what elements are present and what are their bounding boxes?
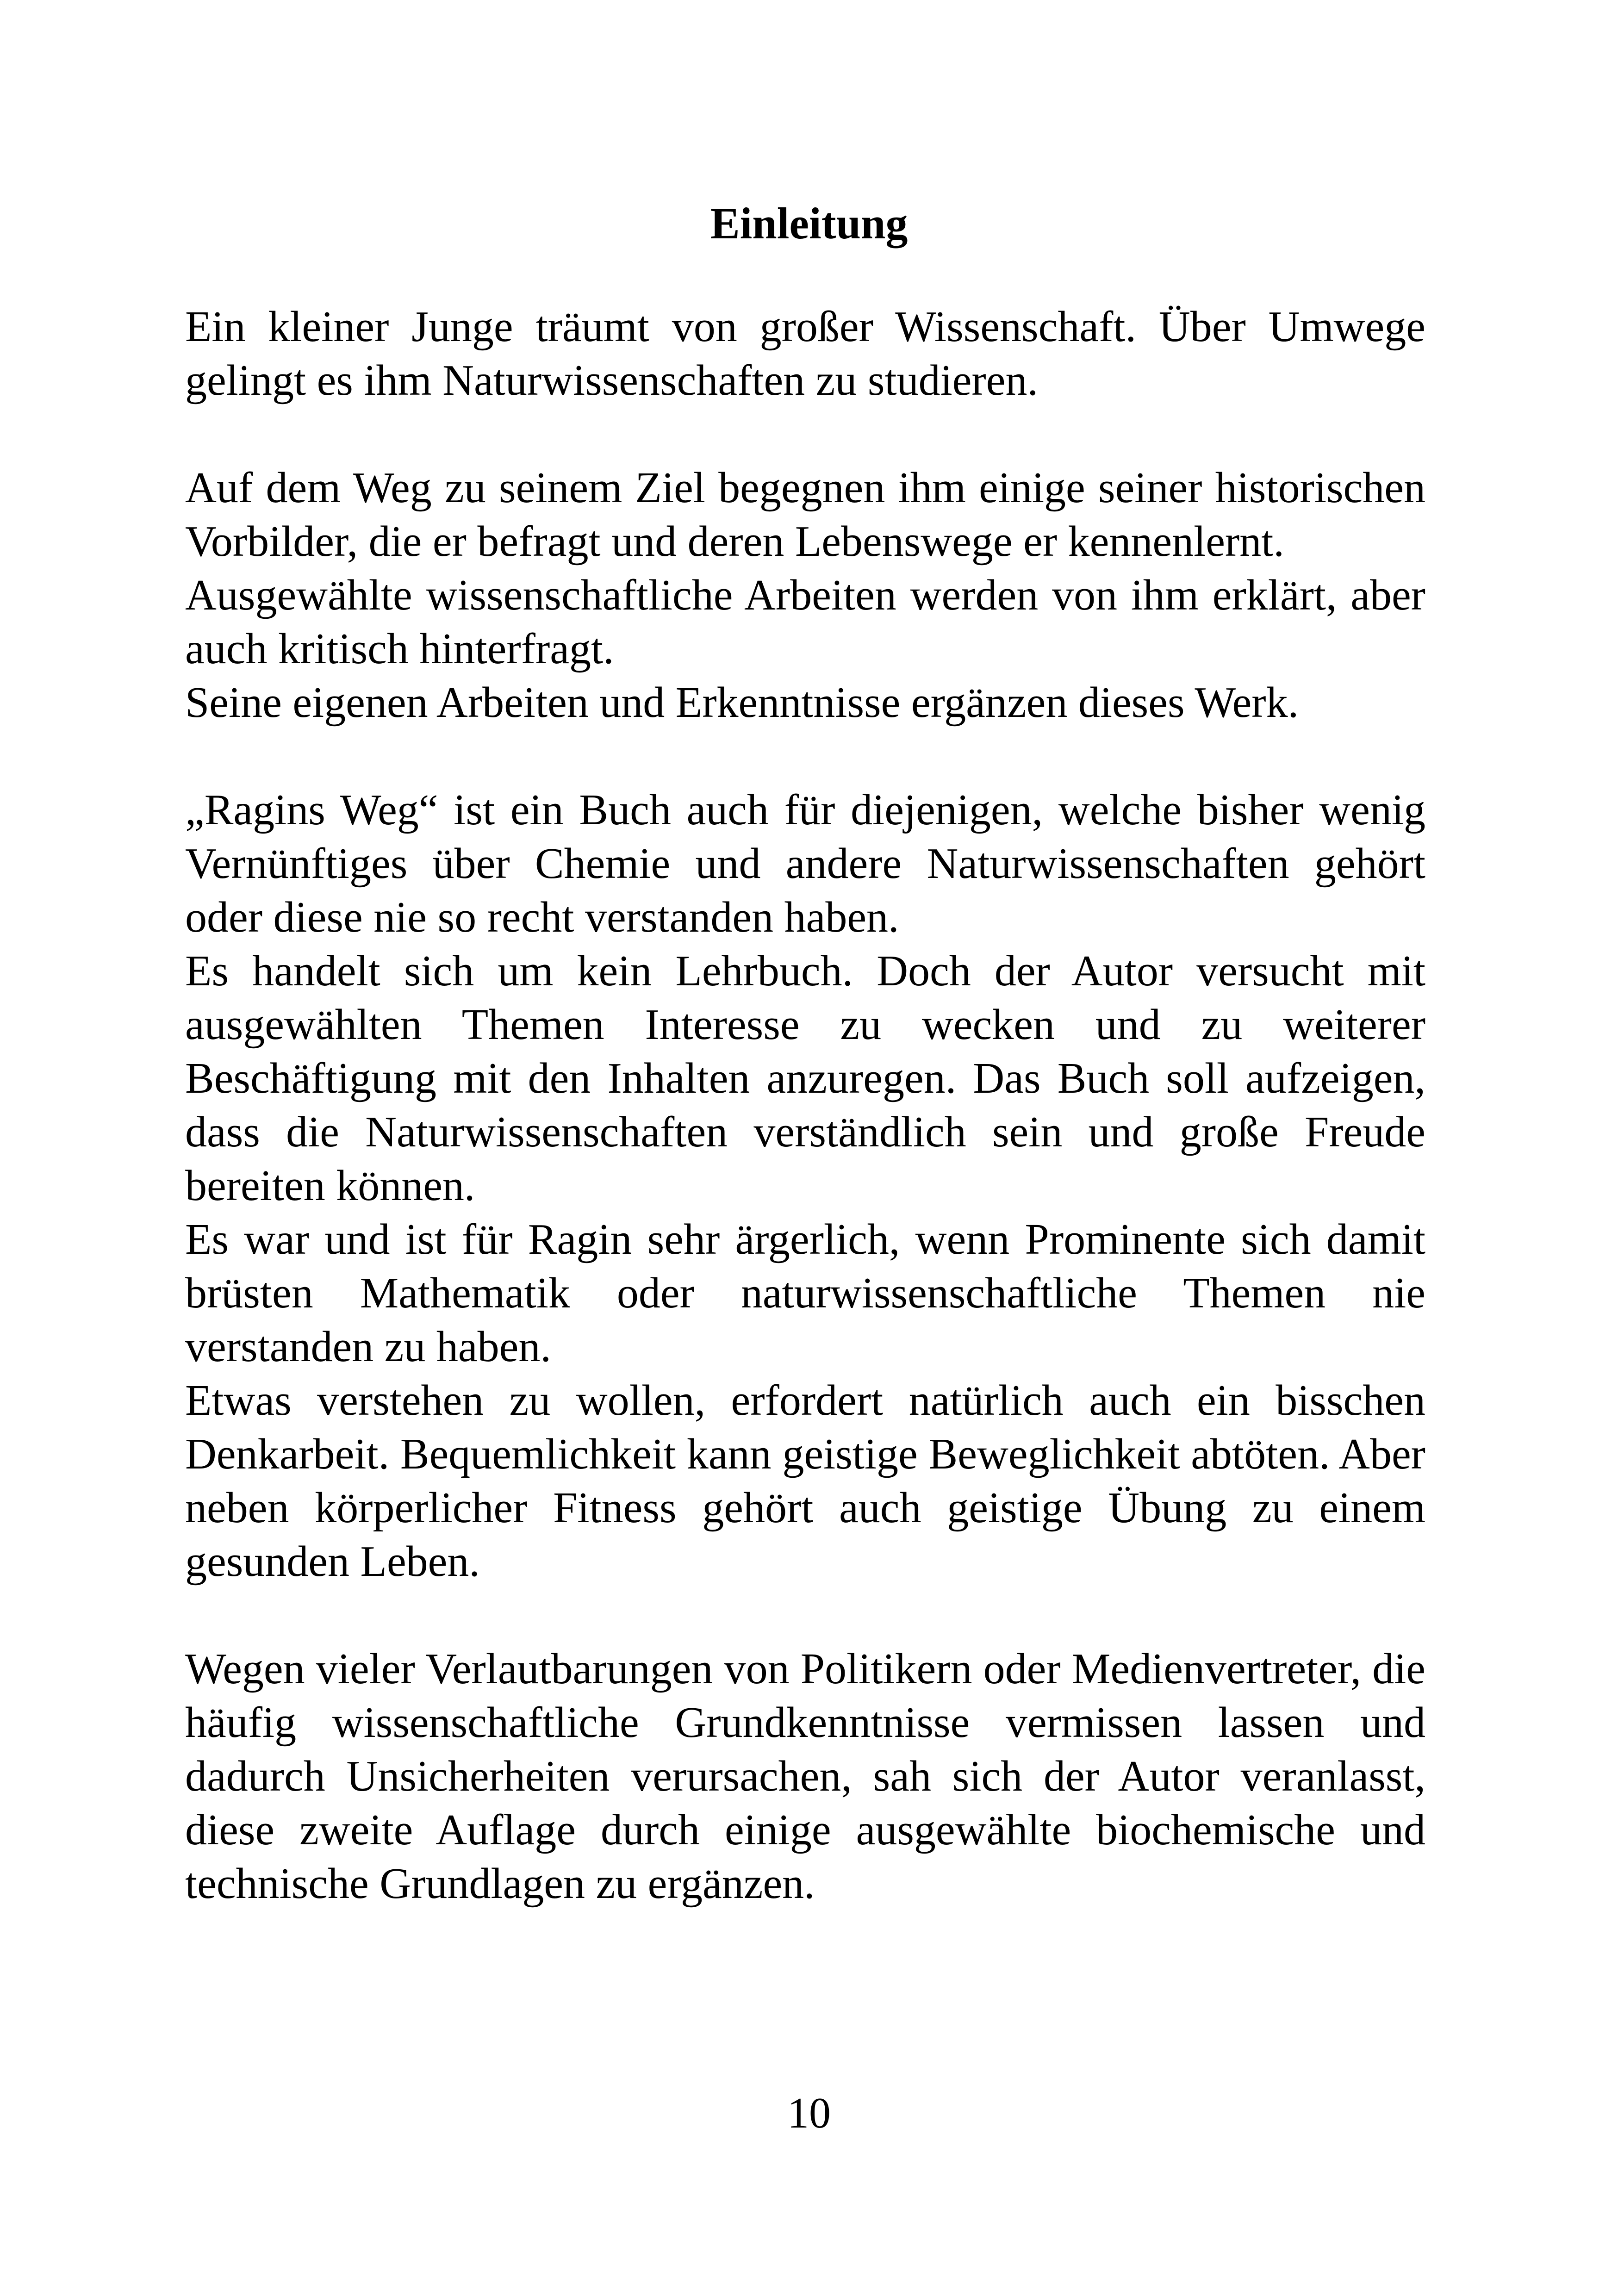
paragraph-intro: Ein kleiner Junge träumt von großer Wissenschaft. Über Umwege gelingt es ihm Naturwissenschaften zu studieren. [185, 303, 1425, 404]
paragraph-thinking: Etwas verstehen zu wollen, erfordert natürlich auch ein bisschen Denkarbeit. Bequemlichkeit kann geistige Beweglichkeit abtöten. Aber neben körperlicher Fitness gehört auch geistige Übung zu einem gesunden Leben. [185, 1376, 1425, 1586]
page-title: Einleitung [710, 199, 908, 248]
page-number: 10 [787, 2089, 831, 2137]
body-text [185, 300, 1425, 1910]
paragraph-audience: „Ragins Weg“ ist ein Buch auch für diejenigen, welche bisher wenig Vernünftiges über Chemie und andere Naturwissenschaften gehört oder diese nie so recht verstanden haben. [185, 786, 1425, 941]
paragraph-journey: Auf dem Weg zu seinem Ziel begegnen ihm einige seiner historischen Vorbilder, die er befragt und deren Lebenswege er kennenlernt. [185, 464, 1425, 566]
paragraph-no-textbook: Es handelt sich um kein Lehrbuch. Doch der Autor versucht mit ausgewählten Themen Interesse zu wecken und zu weiterer Beschäftigung mit den Inhalten anzuregen. Das Buch soll aufzeigen, dass die Naturwissenschaften verständlich sein und große Freude bereiten können. [185, 947, 1425, 1210]
paragraph-spacer [185, 1588, 1425, 1642]
paragraph-celebrities: Es war und ist für Ragin sehr ärgerlich, wenn Prominente sich damit brüsten Mathematik oder naturwissenschaftliche Themen nie verstanden zu haben. [185, 1215, 1425, 1371]
paragraph-second-edition: Wegen vieler Verlautbarungen von Politikern oder Medienvertreter, die häufig wissenschaftliche Grundkenntnisse vermissen lassen und dadurch Unsicherheiten verursachen, sah sich der Autor veranlasst, diese zweite Auflage durch einige ausgewählte biochemische und technische Grundlagen zu ergänzen. [185, 1645, 1425, 1908]
paragraph-selected-works: Ausgewählte wissenschaftliche Arbeiten werden von ihm erklärt, aber auch kritisch hinterfragt. [185, 571, 1425, 673]
paragraph-own-works: Seine eigenen Arbeiten und Erkenntnisse ergänzen dieses Werk. [185, 678, 1299, 727]
paragraph-spacer [185, 729, 1425, 783]
paragraph-spacer [185, 407, 1425, 461]
